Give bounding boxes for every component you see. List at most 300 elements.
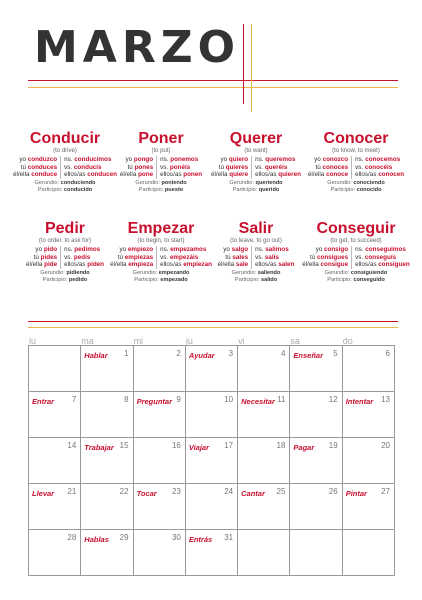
gerund-participle — [305, 180, 407, 194]
day-number: 12 — [328, 395, 338, 404]
pronoun: él/ella — [110, 261, 129, 269]
conjugated-form: empieza — [128, 261, 154, 269]
conjugated-form: pedís — [73, 253, 91, 261]
pronoun: ellos/as — [64, 261, 88, 269]
conjugation-table — [110, 246, 212, 269]
calendar-day[interactable] — [29, 392, 81, 438]
pronoun: ellos/as — [160, 171, 184, 179]
conjugation-line — [355, 156, 404, 164]
day-number: 22 — [119, 487, 129, 496]
pronoun: él/ella — [25, 261, 45, 269]
verb-block — [305, 130, 407, 193]
conjugated-form: conocen — [378, 171, 405, 179]
conjugated-form: pone — [138, 171, 154, 179]
verb-name: Conseguir — [316, 220, 396, 237]
calendar-day[interactable] — [81, 392, 133, 438]
conjugation-line — [355, 261, 410, 269]
conjugated-form: conduzco — [27, 156, 58, 163]
pronoun: vs. — [255, 163, 265, 171]
participle-label: Participio: — [37, 186, 64, 193]
conjugation-line — [26, 261, 57, 269]
calendar-day[interactable] — [134, 438, 186, 484]
day-number: 13 — [381, 395, 390, 404]
conjugated-form: empezamos — [170, 246, 207, 253]
gerund — [110, 270, 212, 277]
calendar-day[interactable] — [343, 346, 395, 392]
gerund — [14, 270, 116, 277]
calendar-day[interactable] — [134, 392, 186, 438]
day-verb: Pagar — [293, 443, 315, 452]
verb-translation: (to get, to succeed) — [330, 238, 382, 244]
gerund-label: Gerundio: — [231, 269, 258, 276]
conjugation-column — [211, 156, 251, 179]
pronoun: tú — [309, 253, 317, 261]
page-title: MARZO — [34, 22, 241, 73]
pronoun: él/ella — [302, 261, 321, 269]
conjugation-line — [160, 171, 202, 179]
conjugated-form: ponemos — [170, 156, 199, 163]
day-number: 31 — [224, 533, 234, 542]
divider-yellow-vertical — [251, 24, 252, 112]
gerund-value: poniendo — [161, 179, 187, 186]
day-verb: Trabajar — [84, 443, 114, 452]
pronoun: vs. — [255, 253, 265, 261]
pronoun: vs. — [64, 253, 74, 261]
gerund-value: queriendo — [255, 179, 283, 186]
participle — [110, 277, 212, 284]
verb-name: Poner — [138, 130, 184, 147]
participle-label: Participio: — [234, 276, 261, 283]
gerund-participle — [205, 270, 307, 284]
calendar-day[interactable] — [238, 530, 290, 576]
calendar-day[interactable] — [29, 484, 81, 530]
conjugation-line — [26, 246, 57, 254]
conjugated-form: empiezas — [124, 253, 154, 261]
day-number: 1 — [124, 349, 129, 358]
verb-name: Salir — [238, 220, 274, 237]
participle-value: salido — [260, 276, 278, 283]
gerund-label: Gerundio: — [135, 179, 162, 186]
day-number: 24 — [224, 487, 234, 496]
calendar-day[interactable] — [81, 484, 133, 530]
calendar-day[interactable] — [186, 346, 238, 392]
conjugation-line — [355, 254, 410, 262]
gerund-value: saliendo — [257, 269, 281, 276]
conjugation-line — [255, 246, 294, 254]
pronoun: vs. — [160, 253, 170, 261]
pronoun: ns. — [355, 246, 366, 253]
gerund-participle — [14, 180, 116, 194]
participle-value: empezado — [160, 276, 188, 283]
day-number: 25 — [276, 487, 286, 496]
verb-name: Conducir — [29, 130, 101, 147]
conjugated-form: queremos — [265, 156, 296, 163]
conjugation-line — [302, 246, 348, 254]
conjugation-line — [110, 246, 153, 254]
conjugated-form: pido — [43, 246, 58, 253]
conjugated-form: pones — [134, 163, 154, 171]
conjugated-form: salen — [278, 261, 295, 269]
conjugation-line — [211, 171, 248, 179]
conjugation-line — [211, 164, 248, 172]
pronoun: yo — [315, 246, 324, 253]
pronoun: yo — [19, 156, 28, 163]
pronoun: yo — [223, 246, 232, 253]
pronoun: él/ella — [307, 171, 327, 179]
day-number: 10 — [224, 395, 234, 404]
verb-block — [110, 130, 212, 193]
calendar-day[interactable] — [290, 346, 342, 392]
conjugation-column — [60, 246, 104, 269]
calendar-day[interactable] — [343, 484, 395, 530]
conjugated-form: conduce — [31, 171, 58, 179]
gerund — [110, 180, 212, 187]
day-number: 28 — [67, 533, 77, 542]
verb-block — [302, 220, 410, 283]
conjugation-column — [110, 246, 156, 269]
day-number: 16 — [171, 441, 181, 450]
weekday-label: mi — [133, 336, 144, 346]
calendar-day[interactable] — [238, 346, 290, 392]
participle-value: querido — [258, 186, 280, 193]
day-number: 5 — [333, 349, 338, 358]
participle — [110, 187, 212, 194]
conjugated-form: conseguimos — [365, 246, 406, 253]
verb-translation: (to order, to ask for) — [38, 238, 92, 244]
conjugation-table — [205, 246, 307, 269]
conjugation-column — [308, 156, 351, 179]
participle — [14, 277, 116, 284]
participle-value: conseguido — [353, 276, 385, 283]
conjugated-form: conozco — [322, 156, 349, 163]
conjugation-line — [120, 171, 153, 179]
gerund — [205, 270, 307, 277]
calendar-day[interactable] — [238, 392, 290, 438]
participle-label: Participio: — [134, 276, 161, 283]
conjugated-form: consigues — [316, 253, 349, 261]
day-verb: Viajar — [188, 443, 209, 452]
calendar-grid — [28, 345, 395, 576]
pronoun: él/ella — [119, 171, 139, 179]
gerund-participle — [205, 180, 307, 194]
calendar-day[interactable] — [134, 484, 186, 530]
conjugation-line — [160, 156, 202, 164]
verb-block — [205, 220, 307, 283]
conjugation-line — [302, 254, 348, 262]
conjugation-table — [110, 156, 212, 179]
conjugated-form: ponen — [183, 171, 203, 179]
day-verb: Intentar — [345, 397, 374, 406]
verb-name: Empezar — [127, 220, 195, 237]
conjugation-line — [211, 156, 248, 164]
conjugation-column — [251, 156, 301, 179]
verb-block — [110, 220, 212, 283]
calendar-week — [29, 530, 395, 576]
calendar-day[interactable] — [290, 438, 342, 484]
day-number: 14 — [67, 441, 77, 450]
gerund-label: Gerundio: — [132, 269, 159, 276]
day-number: 9 — [176, 395, 181, 404]
pronoun: tú — [225, 253, 233, 261]
conjugation-column — [26, 246, 60, 269]
day-number: 30 — [171, 533, 181, 542]
conjugation-line — [308, 156, 348, 164]
calendar-day[interactable] — [186, 438, 238, 484]
calendar-day[interactable] — [186, 484, 238, 530]
calendar-day[interactable] — [81, 530, 133, 576]
conjugation-line — [120, 164, 153, 172]
gerund — [205, 180, 307, 187]
conjugation-line — [64, 261, 104, 269]
conjugated-form: quieres — [225, 163, 249, 171]
day-number: 19 — [328, 441, 338, 450]
conjugated-form: pongo — [133, 156, 154, 163]
conjugation-line — [120, 156, 153, 164]
gerund — [305, 180, 407, 187]
calendar-week — [29, 484, 395, 530]
day-number: 26 — [328, 487, 338, 496]
participle-value: puesto — [164, 186, 184, 193]
weekday-label: sa — [290, 336, 300, 346]
day-verb: Llevar — [32, 489, 55, 498]
gerund-label: Gerundio: — [40, 269, 67, 276]
day-verb: Tocar — [136, 489, 157, 498]
conjugation-column — [351, 246, 410, 269]
conjugation-line — [13, 164, 57, 172]
conjugation-line — [110, 261, 153, 269]
pronoun: él/ella — [13, 171, 32, 179]
verb-name: Pedir — [44, 220, 85, 237]
conjugated-form: consigue — [320, 261, 349, 269]
gerund-label: Gerundio: — [34, 179, 61, 186]
conjugated-form: empiezan — [183, 261, 212, 269]
conjugated-form: sales — [232, 253, 249, 261]
day-verb: Entrar — [32, 397, 55, 406]
divider-red-top — [28, 80, 398, 81]
pronoun: ellos/as — [160, 261, 184, 269]
pronoun: ellos/as — [355, 261, 379, 269]
participle-label: Participio: — [330, 186, 357, 193]
conjugation-table — [305, 156, 407, 179]
conjugated-form: conducís — [73, 163, 102, 171]
day-number: 29 — [119, 533, 129, 542]
verb-translation: (to drive) — [53, 148, 77, 154]
participle-label: Participio: — [232, 186, 259, 193]
conjugated-form: ponéis — [169, 163, 191, 171]
weekday-label: ma — [81, 336, 94, 346]
pronoun: ellos/as — [255, 171, 279, 179]
divider-red-vertical — [243, 24, 244, 104]
day-number: 21 — [67, 487, 77, 496]
calendar-day[interactable] — [134, 530, 186, 576]
gerund-label: Gerundio: — [324, 269, 351, 276]
conjugation-line — [64, 254, 104, 262]
divider-yellow-top — [28, 87, 398, 88]
conjugated-form: conoce — [326, 171, 349, 179]
participle — [14, 187, 116, 194]
pronoun: tú — [127, 163, 135, 171]
pronoun: ellos/as — [355, 171, 379, 179]
verb-block — [14, 220, 116, 283]
gerund-value: conociendo — [353, 179, 385, 186]
participle — [305, 277, 407, 284]
pronoun: yo — [220, 156, 229, 163]
day-number: 17 — [224, 441, 234, 450]
conjugated-form: pide — [44, 261, 58, 269]
conjugated-form: piden — [87, 261, 105, 269]
conjugated-form: consiguen — [378, 261, 410, 269]
conjugation-line — [13, 156, 57, 164]
weekday-label: vi — [238, 336, 245, 346]
conjugation-line — [160, 164, 202, 172]
conjugation-line — [218, 261, 248, 269]
weekday-label: do — [342, 336, 353, 346]
conjugation-line — [255, 261, 294, 269]
participle — [205, 187, 307, 194]
pronoun: ns. — [355, 156, 366, 163]
conjugation-column — [251, 246, 294, 269]
calendar-day[interactable] — [134, 346, 186, 392]
day-verb: Entrás — [188, 535, 213, 544]
day-verb: Enseñar — [293, 351, 324, 360]
day-number: 4 — [280, 349, 286, 358]
day-verb: Hablas — [84, 535, 109, 544]
conjugation-column — [60, 156, 117, 179]
pronoun: ns. — [64, 156, 75, 163]
conjugation-column — [156, 246, 212, 269]
pronoun: tú — [218, 163, 226, 171]
day-verb: Ayudar — [188, 351, 215, 360]
verb-name: Querer — [229, 130, 283, 147]
calendar-day[interactable] — [238, 484, 290, 530]
day-number: 27 — [381, 487, 390, 496]
pronoun: tú — [117, 253, 125, 261]
calendar-day[interactable] — [290, 530, 342, 576]
conjugation-line — [255, 156, 301, 164]
calendar-week — [29, 392, 395, 438]
gerund-participle — [110, 270, 212, 284]
calendar-day[interactable] — [343, 438, 395, 484]
conjugated-form: pides — [40, 253, 58, 261]
calendar-week — [29, 438, 395, 484]
conjugated-form: conducen — [87, 171, 117, 179]
gerund-label: Gerundio: — [327, 179, 354, 186]
conjugated-form: salimos — [265, 246, 289, 253]
conjugation-line — [110, 254, 153, 262]
conjugated-form: quiero — [228, 156, 249, 163]
calendar-day[interactable] — [186, 530, 238, 576]
conjugation-column — [302, 246, 351, 269]
verb-translation: (to put) — [151, 148, 171, 154]
calendar-day[interactable] — [186, 392, 238, 438]
verb-translation: (to leave, to go out) — [230, 238, 282, 244]
conjugation-line — [218, 254, 248, 262]
conjugation-line — [26, 254, 57, 262]
conjugated-form: empezáis — [169, 253, 199, 261]
conjugation-line — [255, 254, 294, 262]
gerund-label: Gerundio: — [229, 179, 256, 186]
conjugated-form: conduces — [27, 163, 58, 171]
conjugation-column — [120, 156, 156, 179]
conjugated-form: pedimos — [74, 246, 101, 253]
gerund — [305, 270, 407, 277]
calendar-day[interactable] — [29, 438, 81, 484]
conjugation-table — [14, 246, 116, 269]
calendar-day[interactable] — [81, 438, 133, 484]
conjugation-line — [64, 246, 104, 254]
pronoun: vs. — [355, 163, 365, 171]
conjugation-column — [351, 156, 404, 179]
verb-name: Conocer — [323, 130, 389, 147]
day-number: 8 — [124, 395, 129, 404]
calendar-week — [29, 346, 395, 392]
day-number: 11 — [277, 395, 286, 404]
calendar-day[interactable] — [81, 346, 133, 392]
gerund — [14, 180, 116, 187]
calendar-day[interactable] — [290, 392, 342, 438]
participle-value: pedido — [68, 276, 88, 283]
gerund-value: consiguiendo — [350, 269, 388, 276]
calendar-day[interactable] — [290, 484, 342, 530]
conjugated-form: quieren — [278, 171, 301, 179]
pronoun: tú — [33, 253, 41, 261]
gerund-participle — [14, 270, 116, 284]
verb-translation: (to know, to meet) — [332, 148, 380, 154]
day-number: 3 — [228, 349, 234, 358]
verb-translation: (to want) — [244, 148, 268, 154]
gerund-participle — [110, 180, 212, 194]
conjugated-form: quiere — [229, 171, 249, 179]
conjugated-form: conocéis — [364, 163, 393, 171]
conjugation-table — [14, 156, 116, 179]
pronoun: ns. — [160, 246, 171, 253]
conjugated-form: conoces — [322, 163, 349, 171]
conjugated-form: conducimos — [74, 156, 112, 163]
pronoun: ns. — [255, 156, 266, 163]
weekday-label: ju — [185, 336, 193, 346]
day-number: 18 — [276, 441, 286, 450]
pronoun: yo — [314, 156, 323, 163]
calendar-day[interactable] — [29, 346, 81, 392]
pronoun: yo — [35, 246, 44, 253]
conjugation-column — [156, 156, 202, 179]
participle-label: Participio: — [42, 276, 69, 283]
conjugated-form: salgo — [231, 246, 249, 253]
gerund-value: empezando — [158, 269, 190, 276]
participle — [305, 187, 407, 194]
day-number: 20 — [381, 441, 390, 450]
calendar-day[interactable] — [238, 438, 290, 484]
conjugation-line — [302, 261, 348, 269]
day-verb: Necesitar — [241, 397, 275, 406]
conjugated-form: salís — [264, 253, 279, 261]
pronoun: tú — [20, 163, 28, 171]
conjugation-line — [308, 171, 348, 179]
calendar-day[interactable] — [343, 530, 395, 576]
calendar-day[interactable] — [29, 530, 81, 576]
pronoun: ns. — [160, 156, 171, 163]
day-verb: Pintar — [345, 489, 367, 498]
day-number: 7 — [71, 395, 77, 404]
conjugation-line — [355, 171, 404, 179]
conjugated-form: conseguís — [364, 253, 397, 261]
conjugation-line — [218, 246, 248, 254]
calendar-day[interactable] — [343, 392, 395, 438]
pronoun: vs. — [64, 163, 74, 171]
day-number: 15 — [119, 441, 129, 450]
verb-block — [205, 130, 307, 193]
verb-translation: (to begin, to start) — [137, 238, 185, 244]
